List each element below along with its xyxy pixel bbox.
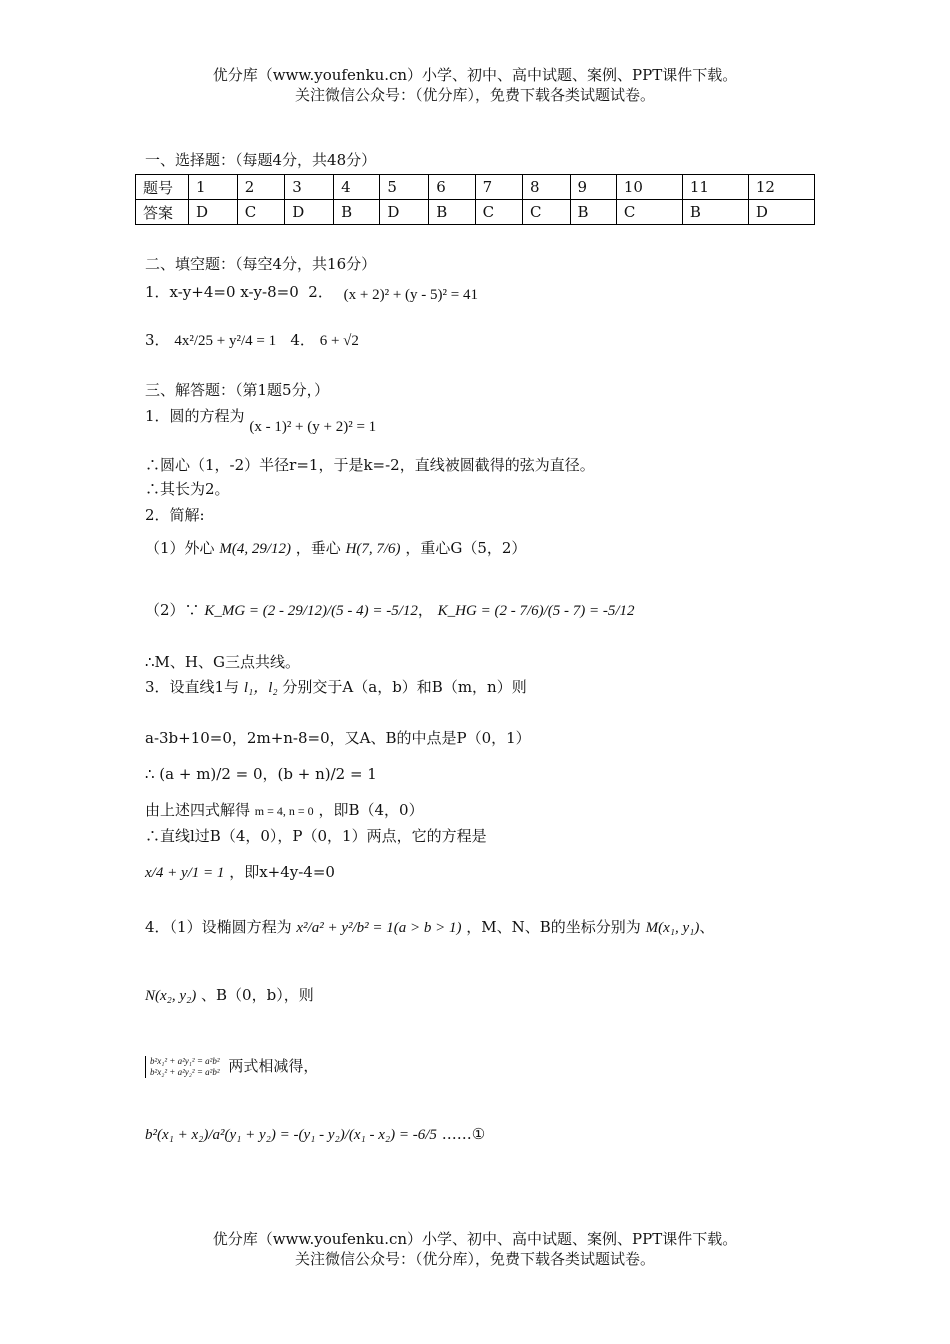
table-cell: C [475, 200, 522, 225]
problem1-equation [145, 406, 377, 435]
problem2-step2: （2）∵ K_MG = (2 - 29/12)/(5 - 4) = -5/12， K_HG = (2 - 7/6)/(5 - 7) = -5/12 [145, 601, 635, 619]
p3-l1-b: 分别交于A（a，b）和B（m，n）则 [282, 678, 527, 696]
answer-table [135, 174, 815, 225]
row-label-answer: 答案 [136, 200, 189, 225]
table-cell: 3 [285, 175, 334, 200]
footer-line-2: 关注微信公众号：（优分库），免费下载各类试题试卷。 [294, 1250, 655, 1268]
row-label-question: 题号 [136, 175, 189, 200]
p2-s2-kmg: K_MG = (2 - 29/12)/(5 - 4) = -5/12 [204, 603, 418, 619]
problem4-final [145, 1124, 485, 1145]
section1-title: 一、选择题：（每题4分，共48分） [145, 151, 377, 169]
table-cell: B [334, 200, 380, 225]
p4-equation-system [145, 1056, 220, 1078]
footer-line-1: 优分库（www.youfenku.cn）小学、初中、高中试题、案例、PPT课件下载。 [212, 1230, 738, 1248]
p2-s1-prefix: （1）外心 [145, 539, 215, 557]
table-cell: 7 [475, 175, 522, 200]
table-cell: 4 [334, 175, 380, 200]
table-cell: C [237, 200, 284, 225]
p3-l1-a: 3．设直线1与 [145, 678, 240, 696]
header-line-1: 优分库（www.youfenku.cn）小学、初中、高中试题、案例、PPT课件下载。 [212, 66, 738, 84]
problem4-line2 [145, 985, 314, 1006]
p4-sys-line1: b²x₁² + a²y₁² = a²b² [150, 1056, 220, 1066]
table-cell: 5 [380, 175, 429, 200]
p4-l2-tail: 、B（0，b），则 [201, 986, 314, 1004]
p2-s1-circumcenter: M(4, 29/12) [219, 541, 291, 557]
q2-prefix: 2． [308, 283, 333, 301]
problem2-conclusion: ∴M、H、G三点共线。 [145, 653, 300, 671]
p4-l1-b: ，M、N、B的坐标分别为 [466, 918, 641, 936]
p3-l4-system: m = 4, n = 0 [254, 804, 314, 818]
p2-s1-tail: ，重心G（5，2） [405, 539, 527, 557]
q1-text: x-y+4=0 x-y-8=0 [169, 283, 299, 301]
p1-formula: (x - 1)² + (y + 2)² = 1 [249, 419, 377, 435]
table-cell: 10 [616, 175, 682, 200]
problem3-line4 [145, 800, 424, 821]
table-cell: B [682, 200, 748, 225]
table-cell: D [748, 200, 814, 225]
p4-l1-c: 、 [699, 918, 715, 936]
q1-prefix: 1． [145, 283, 170, 301]
section2-title: 二、填空题：（每空4分，共16分） [145, 255, 377, 273]
problem3-line5: ∴直线l过B（4，0），P（0，1）两点，它的方程是 [145, 827, 487, 845]
answer-row [136, 200, 815, 225]
table-cell: 12 [748, 175, 814, 200]
question-number-row [136, 175, 815, 200]
section3-title: 三、解答题：（第1题5分，） [145, 381, 330, 399]
problem3-line6 [145, 862, 335, 883]
p2-s1-mid: ，垂心 [295, 539, 341, 557]
table-cell: B [570, 200, 616, 225]
p3-l4-b: ，即B（4，0） [318, 801, 424, 819]
fill-answer-1-2 [145, 282, 478, 303]
q4-formula: 6 + √2 [319, 333, 359, 349]
table-cell: 11 [682, 175, 748, 200]
p3-l6-formula: x/4 + y/1 = 1 [145, 865, 225, 881]
problem4-system [145, 1056, 318, 1078]
p3-l4-a: 由上述四式解得 [145, 801, 251, 819]
table-cell: B [429, 200, 475, 225]
fill-answer-3-4 [145, 330, 359, 351]
problem3-line3: ∴ (a + m)/2 = 0，(b + n)/2 = 1 [145, 765, 377, 783]
p4-l1-a: 4．（1）设椭圆方程为 [145, 918, 292, 936]
table-cell: 6 [429, 175, 475, 200]
problem1-line2: ∴圆心（1，-2）半径r=1，于是k=-2，直线被圆截得的弦为直径。 [145, 456, 595, 474]
problem2-step1 [145, 538, 526, 559]
p4-l1-M: M(x₁, y₁) [645, 920, 700, 936]
problem3-line1 [145, 677, 527, 698]
q3-formula: 4x²/25 + y²/4 = 1 [174, 333, 277, 349]
p4-l2-N: N(x₂, y₂) [145, 988, 197, 1004]
p2-s1-orthocenter: H(7, 7/6) [345, 541, 401, 557]
p3-l1-lines: l₁，l₂ [243, 680, 278, 696]
table-cell: 9 [570, 175, 616, 200]
p2-s2-khg: K_HG = (2 - 7/6)/(5 - 7) = -5/12 [437, 603, 635, 619]
p1-label: 1．圆的方程为 [145, 407, 245, 425]
q4-prefix: 4． [290, 331, 315, 349]
table-cell: C [616, 200, 682, 225]
problem2-label: 2．简解: [145, 506, 205, 524]
table-cell: C [523, 200, 570, 225]
p3-l6-tail: ，即x+4y-4=0 [229, 863, 335, 881]
table-cell: D [189, 200, 238, 225]
table-cell: 2 [237, 175, 284, 200]
problem3-line2: a-3b+10=0，2m+n-8=0，又A、B的中点是P（0，1） [145, 729, 531, 747]
p4-final-formula: b²(x₁ + x₂)/a²(y₁ + y₂) = -(y₁ - y₂)/(x₁ - x₂) = -6/5 [145, 1127, 437, 1143]
problem1-line3: ∴其长为2。 [145, 480, 230, 498]
p4-final-tail: ……① [441, 1125, 486, 1143]
table-cell: 8 [523, 175, 570, 200]
p2-s2-prefix: （2）∵ [145, 601, 200, 619]
p4-sys-tail: 两式相减得， [228, 1057, 319, 1075]
p4-sys-line2: b²x₂² + a²y₂² = a²b² [150, 1067, 220, 1077]
q2-formula: (x + 2)² + (y - 5)² = 41 [343, 287, 478, 303]
q3-prefix: 3． [145, 331, 170, 349]
header-line-2: 关注微信公众号：（优分库），免费下载各类试题试卷。 [294, 86, 655, 104]
p4-l1-formula: x²/a² + y²/b² = 1(a > b > 1) [296, 920, 462, 936]
table-cell: 1 [189, 175, 238, 200]
problem4-line1 [145, 916, 810, 939]
table-cell: D [380, 200, 429, 225]
table-cell: D [285, 200, 334, 225]
